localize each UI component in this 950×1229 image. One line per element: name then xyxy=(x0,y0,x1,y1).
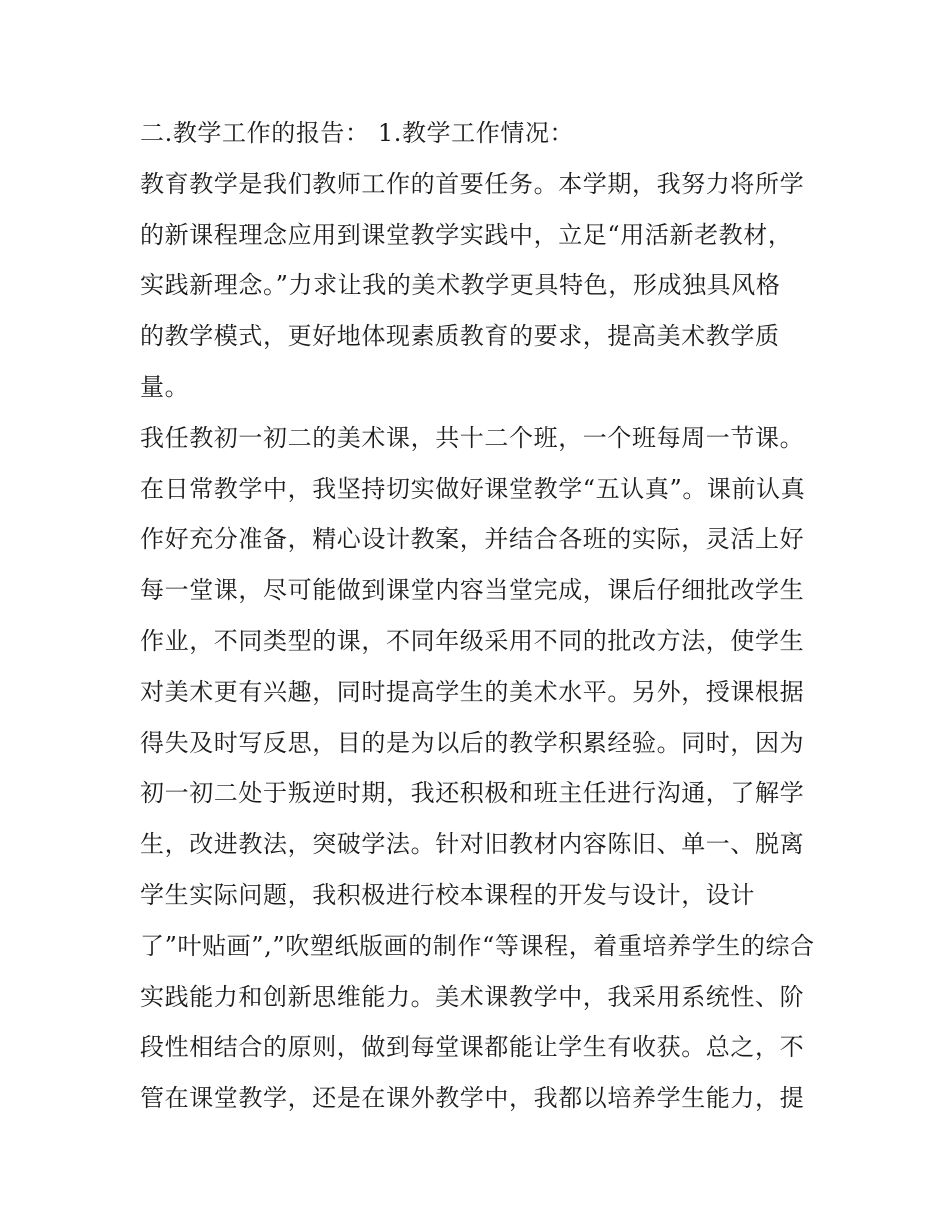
paragraph-line: 作好充分准备，精心设计教案，并结合各班的实际，灵活上好 xyxy=(140,525,805,554)
paragraph-line: 作业，不同类型的课，不同年级采用不同的批改方法，使学生 xyxy=(140,626,805,655)
paragraph-line: 的新课程理念应用到课堂教学实践中，立足“用活新老教材， xyxy=(140,220,793,249)
paragraph-line: 在日常教学中，我坚持切实做好课堂教学“五认真”。课前认真 xyxy=(140,474,806,503)
paragraph-line: 对美术更有兴趣，同时提高学生的美术水平。另外，授课根据 xyxy=(140,677,805,706)
paragraph-line: 量。 xyxy=(140,372,190,401)
paragraph-line: 了”叶贴画”,”吹塑纸版画的制作“等课程，着重培养学生的综合 xyxy=(140,931,815,960)
section-heading: 二.教学工作的报告： 1.教学工作情况： xyxy=(140,119,575,147)
paragraph-line: 每一堂课，尽可能做到课堂内容当堂完成，课后仔细批改学生 xyxy=(140,576,805,605)
paragraph-line: 教育教学是我们教师工作的首要任务。本学期，我努力将所学 xyxy=(140,169,805,198)
paragraph-line: 段性相结合的原则，做到每堂课都能让学生有收获。总之，不 xyxy=(140,1033,805,1062)
document-body xyxy=(140,108,820,1124)
paragraph-line: 学生实际问题，我积极进行校本课程的开发与设计，设计 xyxy=(140,880,755,909)
paragraph-line: 管在课堂教学，还是在课外教学中，我都以培养学生能力，提 xyxy=(140,1084,805,1113)
paragraph-line: 实践新理念。”力求让我的美术教学更具特色，形成独具风格 xyxy=(140,271,781,300)
paragraph-line: 我任教初一初二的美术课，共十二个班，一个班每周一节课。 xyxy=(140,423,805,452)
paragraph-line: 得失及时写反思，目的是为以后的教学积累经验。同时，因为 xyxy=(140,728,805,757)
paragraph-line: 初一初二处于叛逆时期，我还积极和班主任进行沟通，了解学 xyxy=(140,779,805,808)
paragraph-line: 的教学模式，更好地体现素质教育的要求，提高美术教学质 xyxy=(140,322,780,351)
paragraph-line: 生，改进教法，突破学法。针对旧教材内容陈旧、单一、脱离 xyxy=(140,830,805,859)
paragraph-line: 实践能力和创新思维能力。美术课教学中，我采用系统性、阶 xyxy=(140,982,805,1011)
